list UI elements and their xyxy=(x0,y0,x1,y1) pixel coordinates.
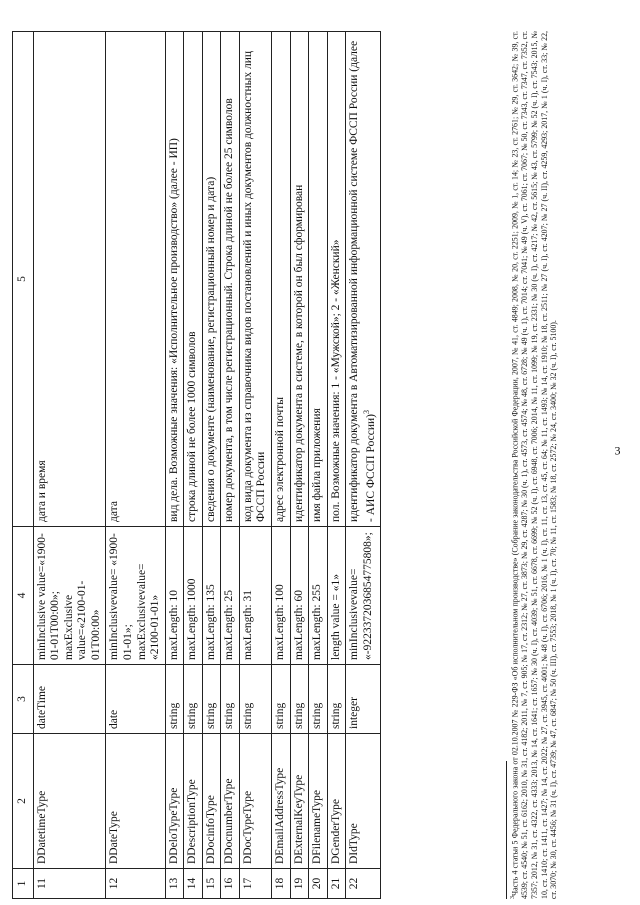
type-name-cell: DDateType xyxy=(106,734,165,869)
footnote-ref: 3 xyxy=(361,410,371,415)
row-number-cell: 19 xyxy=(290,869,309,899)
table-row xyxy=(165,32,184,899)
base-type-cell: string xyxy=(309,665,328,734)
description-cell: адрес электронной почты xyxy=(272,32,291,527)
base-type-cell: string xyxy=(165,665,184,734)
header-cell: 5 xyxy=(13,32,34,527)
base-type-cell: date xyxy=(106,665,165,734)
row-number-cell: 15 xyxy=(202,869,221,899)
description-cell: номер документа, в том числе регистрационный. Строка длиной не более 25 символов xyxy=(221,32,240,527)
table-row xyxy=(327,32,346,899)
row-number-cell: 12 xyxy=(106,869,165,899)
base-type-cell: string xyxy=(184,665,203,734)
description-cell: код вида документа из справочника видов постановлений и иных документов должностных лиц ФССП России xyxy=(239,32,271,527)
description-cell: вид дела. Возможные значения: «Исполнительное производство» (далее - ИП) xyxy=(165,32,184,527)
base-type-cell: integer xyxy=(346,665,381,734)
header-cell: 3 xyxy=(13,665,34,734)
description-cell: имя файла приложения xyxy=(309,32,328,527)
description-cell: строка длиной не более 1000 символов xyxy=(184,32,203,527)
header-cell: 2 xyxy=(13,734,34,869)
row-number-cell: 21 xyxy=(327,869,346,899)
restriction-cell: length value = «1» xyxy=(327,527,346,665)
base-type-cell: string xyxy=(239,665,271,734)
table-row xyxy=(184,32,203,899)
restriction-cell: maxLength: 25 xyxy=(221,527,240,665)
row-number-cell: 13 xyxy=(165,869,184,899)
restriction-cell: maxLength: 10 xyxy=(165,527,184,665)
base-type-cell: string xyxy=(327,665,346,734)
data-types-table xyxy=(12,31,381,899)
type-name-cell: DDocnumberType xyxy=(221,734,240,869)
base-type-cell: string xyxy=(272,665,291,734)
restriction-cell: maxLength: 60 xyxy=(290,527,309,665)
type-name-cell: DDocinfoType xyxy=(202,734,221,869)
row-number-cell: 17 xyxy=(239,869,271,899)
table-row xyxy=(309,32,328,899)
type-name-cell: DIdType xyxy=(346,734,381,869)
row-number-cell: 14 xyxy=(184,869,203,899)
restriction-cell: maxLength: 1000 xyxy=(184,527,203,665)
type-name-cell: DDescriptionType xyxy=(184,734,203,869)
header-cell: 4 xyxy=(13,527,34,665)
base-type-cell: string xyxy=(202,665,221,734)
base-type-cell: dateTime xyxy=(33,665,106,734)
row-number-cell: 22 xyxy=(346,869,381,899)
table-row xyxy=(290,32,309,899)
footnote-text: Часть 4 статьи 5 Федерального закона от 02.10.2007 № 229-ФЗ «Об исполнительном производстве» (Собрание законодательства Российской Федерации, 2007, № 41, ст. 4849; 2008, № 20, ст. 2251; 2009, № 1, ст. 14; № 23, ст. 2761; № 29, ст. 3642; № 39, ст. 4539; ст. 4540; № 51, ст. 6162; 2010, № 31, ст. 4182; 2011, № 7, ст. 905; № 17, ст. 2312; № 27, ст. 3873; № 29, ст. 4287; № 30 (ч. 1), ст. 4573, ст. 4574; № 48, ст. 6728; № 49 (ч. 1), ст. 7014; ст. 7041; № 49 (ч. V), ст. 7061; ст. 7067; № 50, ст. 7343, ст. 7347, ст. 7352, ст. 7357; 2012, № 31, ст. 4322, ст. 4333; 2013, № 14, ст. 1641; ст. 1657; № 30 (ч. I), ст. 4039; № 51, ст. 6678, ст. 6699; № 52 (ч. I), ст. 6948, ст. 7006; 2014, № 11, ст. 1099; № 19, ст. 2331; № 30 (ч. I), ст. 4217; № 42, ст. 5615; № 43, ст. 5799; № 52 (ч. I), ст. 7543; 2015, № 10, ст. 1410; ст. 1411, ст. 1427; № 14, ст. 2022; № 27, ст. 3945, ст. 4001; № 48 (ч. I), ст. 6706; 2016, № 1 (ч. I), ст. 11, ст. 13, ст. 45, ст. 64; № 11, ст. 1493; № 14, ст. 1910; № 18, ст. 2511; № 27 (ч. I), ст. 4207; № 27 (ч. II), ст. 4259, 4293; 2017, № 1 (ч. I), ст. 33; № 22, ст. 3070; № 30, ст. 4456; № 31 (ч. I), ст. 4739; № 47, ст. 6847; № 50 (ч. III), ст. 7553; 2018, № 1 (ч. I), ст. 70; № 11, ст. 1583; № 18, ст. 2572; № 24, ст. 3400; № 32 (ч. I), ст. 5100). xyxy=(510,31,559,899)
table-row xyxy=(346,32,381,899)
row-number-cell: 18 xyxy=(272,869,291,899)
description-cell: идентификатор документа в Автоматизированной информационной системе ФССП России (далее - АИС ФССП России)$^3$ xyxy=(346,32,381,527)
table-row xyxy=(221,32,240,899)
header-cell: 1 xyxy=(13,869,34,899)
description-cell: пол. Возможные значения: 1 - «Мужской»; 2 - «Женский» xyxy=(327,32,346,527)
footnote-marker: 3 xyxy=(510,896,516,899)
row-number-cell: 20 xyxy=(309,869,328,899)
row-number-cell: 16 xyxy=(221,869,240,899)
type-name-cell: DDeloTypeType xyxy=(165,734,184,869)
table-body xyxy=(33,32,381,899)
type-name-cell: DEmailAddressType xyxy=(272,734,291,869)
table-row xyxy=(202,32,221,899)
restriction-cell: maxLength: 31 xyxy=(239,527,271,665)
type-name-cell: DFilenameType xyxy=(309,734,328,869)
type-name-cell: DGenderType xyxy=(327,734,346,869)
type-name-cell: DDocTypeType xyxy=(239,734,271,869)
restriction-cell: minInclusive value=«1900-01-01T00:00»; maxExclusive value=«2100-01-01T00:00» xyxy=(33,527,106,665)
table-row xyxy=(239,32,271,899)
table-header-row xyxy=(13,32,34,899)
restriction-cell: minInclusivevalue= «-9223372036854775808»; xyxy=(346,527,381,665)
restriction-cell: maxLength: 135 xyxy=(202,527,221,665)
description-cell: сведения о документе (наименование, регистрационный номер и дата) xyxy=(202,32,221,527)
base-type-cell: string xyxy=(221,665,240,734)
base-type-cell: string xyxy=(290,665,309,734)
restriction-cell: maxLength: 255 xyxy=(309,527,328,665)
description-cell: идентификатор документа в системе, в которой он был сформирован xyxy=(290,32,309,527)
page-number: 3 xyxy=(614,443,621,458)
type-name-cell: DExternalKeyType xyxy=(290,734,309,869)
footnote xyxy=(510,31,559,899)
row-number-cell: 11 xyxy=(33,869,106,899)
restriction-cell: minInclusivevalue= «1900-01-01»; maxExclusivevalue= «2100-01-01» xyxy=(106,527,165,665)
type-name-cell: DDatetimeType xyxy=(33,734,106,869)
footnote-separator xyxy=(506,761,507,899)
description-cell: дата и время xyxy=(33,32,106,527)
table-row xyxy=(106,32,165,899)
table-row xyxy=(33,32,106,899)
table-row xyxy=(272,32,291,899)
restriction-cell: maxLength: 100 xyxy=(272,527,291,665)
description-cell: дата xyxy=(106,32,165,527)
